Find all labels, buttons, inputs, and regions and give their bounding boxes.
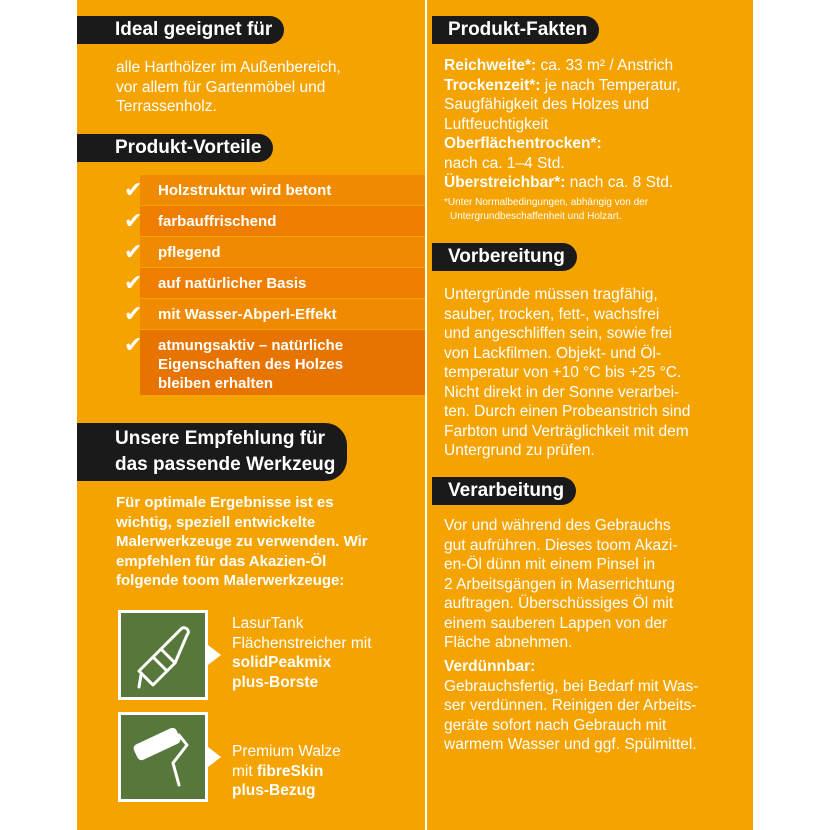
vorteile-header: Produkt-Vorteile [77, 134, 273, 162]
verarbeitung-header: Verarbeitung [432, 477, 576, 505]
footnote-line: Untergrundbeschaffenheit und Holzart. [450, 211, 622, 222]
verarbeitung-line: einem sauberen Lappen von der [444, 614, 668, 632]
empfehlung-title-line: das passende Werkzeug [115, 454, 336, 475]
ideal-line: Terrassenholz. [116, 98, 217, 115]
benefit-line: bleiben erhalten [158, 375, 274, 392]
empfehlung-line: wichtig, speziell entwickelte [116, 513, 316, 531]
ueberstreich-value: nach ca. 8 Std. [565, 174, 674, 191]
fakten-line: nach ca. 1–4 Std. [444, 154, 565, 172]
verarbeitung-line: Fläche abnehmen. [444, 634, 573, 651]
verarbeitung-line: en-Öl dünn mit einem Pinsel in [444, 556, 656, 573]
empfehlung-header [77, 423, 347, 481]
fakten-line: Luftfeuchtigkeit [444, 115, 549, 133]
verarbeitung-line: auftragen. Überschüssiges Öl mit [444, 595, 674, 612]
benefit-item [124, 268, 425, 299]
benefit-label: mit Wasser-Abperl-Effekt [158, 306, 337, 323]
verarbeitung-line: 2 Arbeitsgängen in Maserrichtung [444, 575, 675, 593]
ueberstreich-label: Überstreichbar*: [444, 174, 566, 191]
tool1-text [232, 614, 422, 692]
tool2-bold: plus-Bezug [232, 782, 316, 799]
tool2-line [232, 762, 422, 782]
vorbereitung-line: sauber, trocken, fett-, wachsfrei [444, 305, 660, 323]
verduenn-line: Gebrauchsfertig, bei Bedarf mit Was- [444, 677, 699, 695]
checkmark-icon: ✔ [124, 301, 143, 326]
benefit-label: pflegend [158, 244, 221, 261]
reichweite-label: Reichweite*: [444, 57, 537, 74]
checkmark-icon: ✔ [124, 239, 143, 264]
benefit-item [124, 206, 425, 237]
empfehlung-line: empfehlen für das Akazien-Öl [116, 552, 327, 570]
verduenn-label-line [444, 657, 749, 677]
benefit-label [158, 336, 418, 393]
tool2-line: Premium Walze [232, 743, 341, 760]
empfehlung-line: Für optimale Ergebnisse ist es [116, 494, 334, 511]
vorbereitung-line: Untergründe müssen tragfähig, [444, 286, 658, 303]
verarbeitung-line: Vor und während des Gebrauchs [444, 517, 671, 534]
tool-brush-box [118, 610, 208, 700]
tool2-prefix: mit [232, 762, 257, 780]
vorbereitung-header: Vorbereitung [432, 243, 577, 271]
pointer-arrow [208, 645, 221, 665]
benefit-item [124, 330, 425, 396]
tool1-line [232, 673, 422, 693]
left-panel [77, 0, 425, 830]
fakten-text [444, 56, 749, 193]
vorbereitung-line: temperatur von +10 °C bis +25 °C. [444, 364, 682, 381]
ideal-header: Ideal geeignet für [77, 16, 284, 44]
empfehlung-line: Malerwerkzeuge zu verwenden. Wir [116, 533, 368, 550]
benefit-item [124, 175, 425, 206]
trocken-value: je nach Temperatur, [540, 76, 681, 94]
vorbereitung-line: ten. Durch einen Probeanstrich sind [444, 403, 691, 420]
empfehlung-text [116, 493, 421, 591]
tool1-bold: solidPeakmix [232, 654, 332, 671]
tool2-bold: fibreSkin [256, 762, 324, 780]
tool1-line: Flächenstreicher mit [232, 634, 372, 652]
vorbereitung-line: Untergrund zu prüfen. [444, 442, 595, 459]
vorbereitung-line: und angeschliffen sein, sowie frei [444, 325, 673, 342]
vorbereitung-text [444, 285, 749, 461]
verarbeitung-line: gut aufrühren. Dieses toom Akazi- [444, 536, 678, 554]
tool-roller-box [118, 712, 208, 802]
tool2-text [232, 742, 422, 801]
column-divider [425, 0, 427, 830]
vorbereitung-line: Farbton und Verträglichkeit mit dem [444, 422, 689, 440]
tool2-line [232, 781, 422, 801]
tool1-line: LasurTank [232, 615, 304, 632]
footnote-line: *Unter Normalbedingungen, abhängig von der [444, 197, 649, 208]
verduenn-line: geräte sofort nach Gebrauch mit [444, 716, 667, 734]
fakten-header: Produkt-Fakten [432, 16, 599, 44]
fakten-line: Saugfähigkeit des Holzes und [444, 96, 650, 113]
verduenn-line: warmem Wasser und ggf. Spülmittel. [444, 736, 697, 753]
paintbrush-icon [121, 613, 205, 697]
benefit-label: auf natürlicher Basis [158, 275, 307, 292]
fakten-line [444, 134, 749, 154]
checkmark-icon: ✔ [124, 270, 143, 295]
empfehlung-title-line: Unsere Empfehlung für [115, 428, 326, 449]
reichweite-value: ca. 33 m² / Anstrich [536, 57, 674, 74]
ideal-line: vor allem für Gartenmöbel und [116, 78, 326, 96]
trocken-label: Trockenzeit*: [444, 76, 541, 94]
checkmark-icon: ✔ [124, 208, 143, 233]
benefit-item [124, 299, 425, 330]
tool1-bold: plus-Borste [232, 673, 319, 691]
paint-roller-icon [121, 715, 205, 799]
fakten-line [444, 56, 749, 76]
tool1-line [232, 653, 422, 673]
verduenn-line: ser verdünnen. Reinigen der Arbeits- [444, 697, 697, 714]
empfehlung-line: folgende toom Malerwerkzeuge: [116, 572, 345, 589]
verduenn-text [444, 657, 749, 755]
benefit-line: Eigenschaften des Holzes [158, 356, 344, 373]
pointer-arrow [208, 747, 221, 767]
benefit-label: farbauffrischend [158, 213, 277, 230]
fakten-footnote [444, 196, 749, 224]
benefit-label: Holzstruktur wird betont [158, 182, 332, 199]
checkmark-icon: ✔ [124, 332, 143, 357]
verduenn-label: Verdünnbar: [444, 658, 536, 675]
vorbereitung-line: Nicht direkt in der Sonne verarbei- [444, 383, 680, 401]
benefit-line: atmungsaktiv – natürliche [158, 337, 344, 354]
benefit-item [124, 237, 425, 268]
benefit-list [124, 175, 425, 396]
fakten-line [444, 173, 749, 193]
oberflaeche-label: Oberflächentrocken*: [444, 135, 602, 152]
checkmark-icon: ✔ [124, 177, 143, 202]
verarbeitung-text [444, 516, 749, 653]
ideal-text [116, 58, 416, 117]
vorbereitung-line: von Lackfilmen. Objekt- und Öl- [444, 344, 662, 362]
ideal-line: alle Harthölzer im Außenbereich, [116, 59, 341, 76]
fakten-line [444, 76, 749, 96]
